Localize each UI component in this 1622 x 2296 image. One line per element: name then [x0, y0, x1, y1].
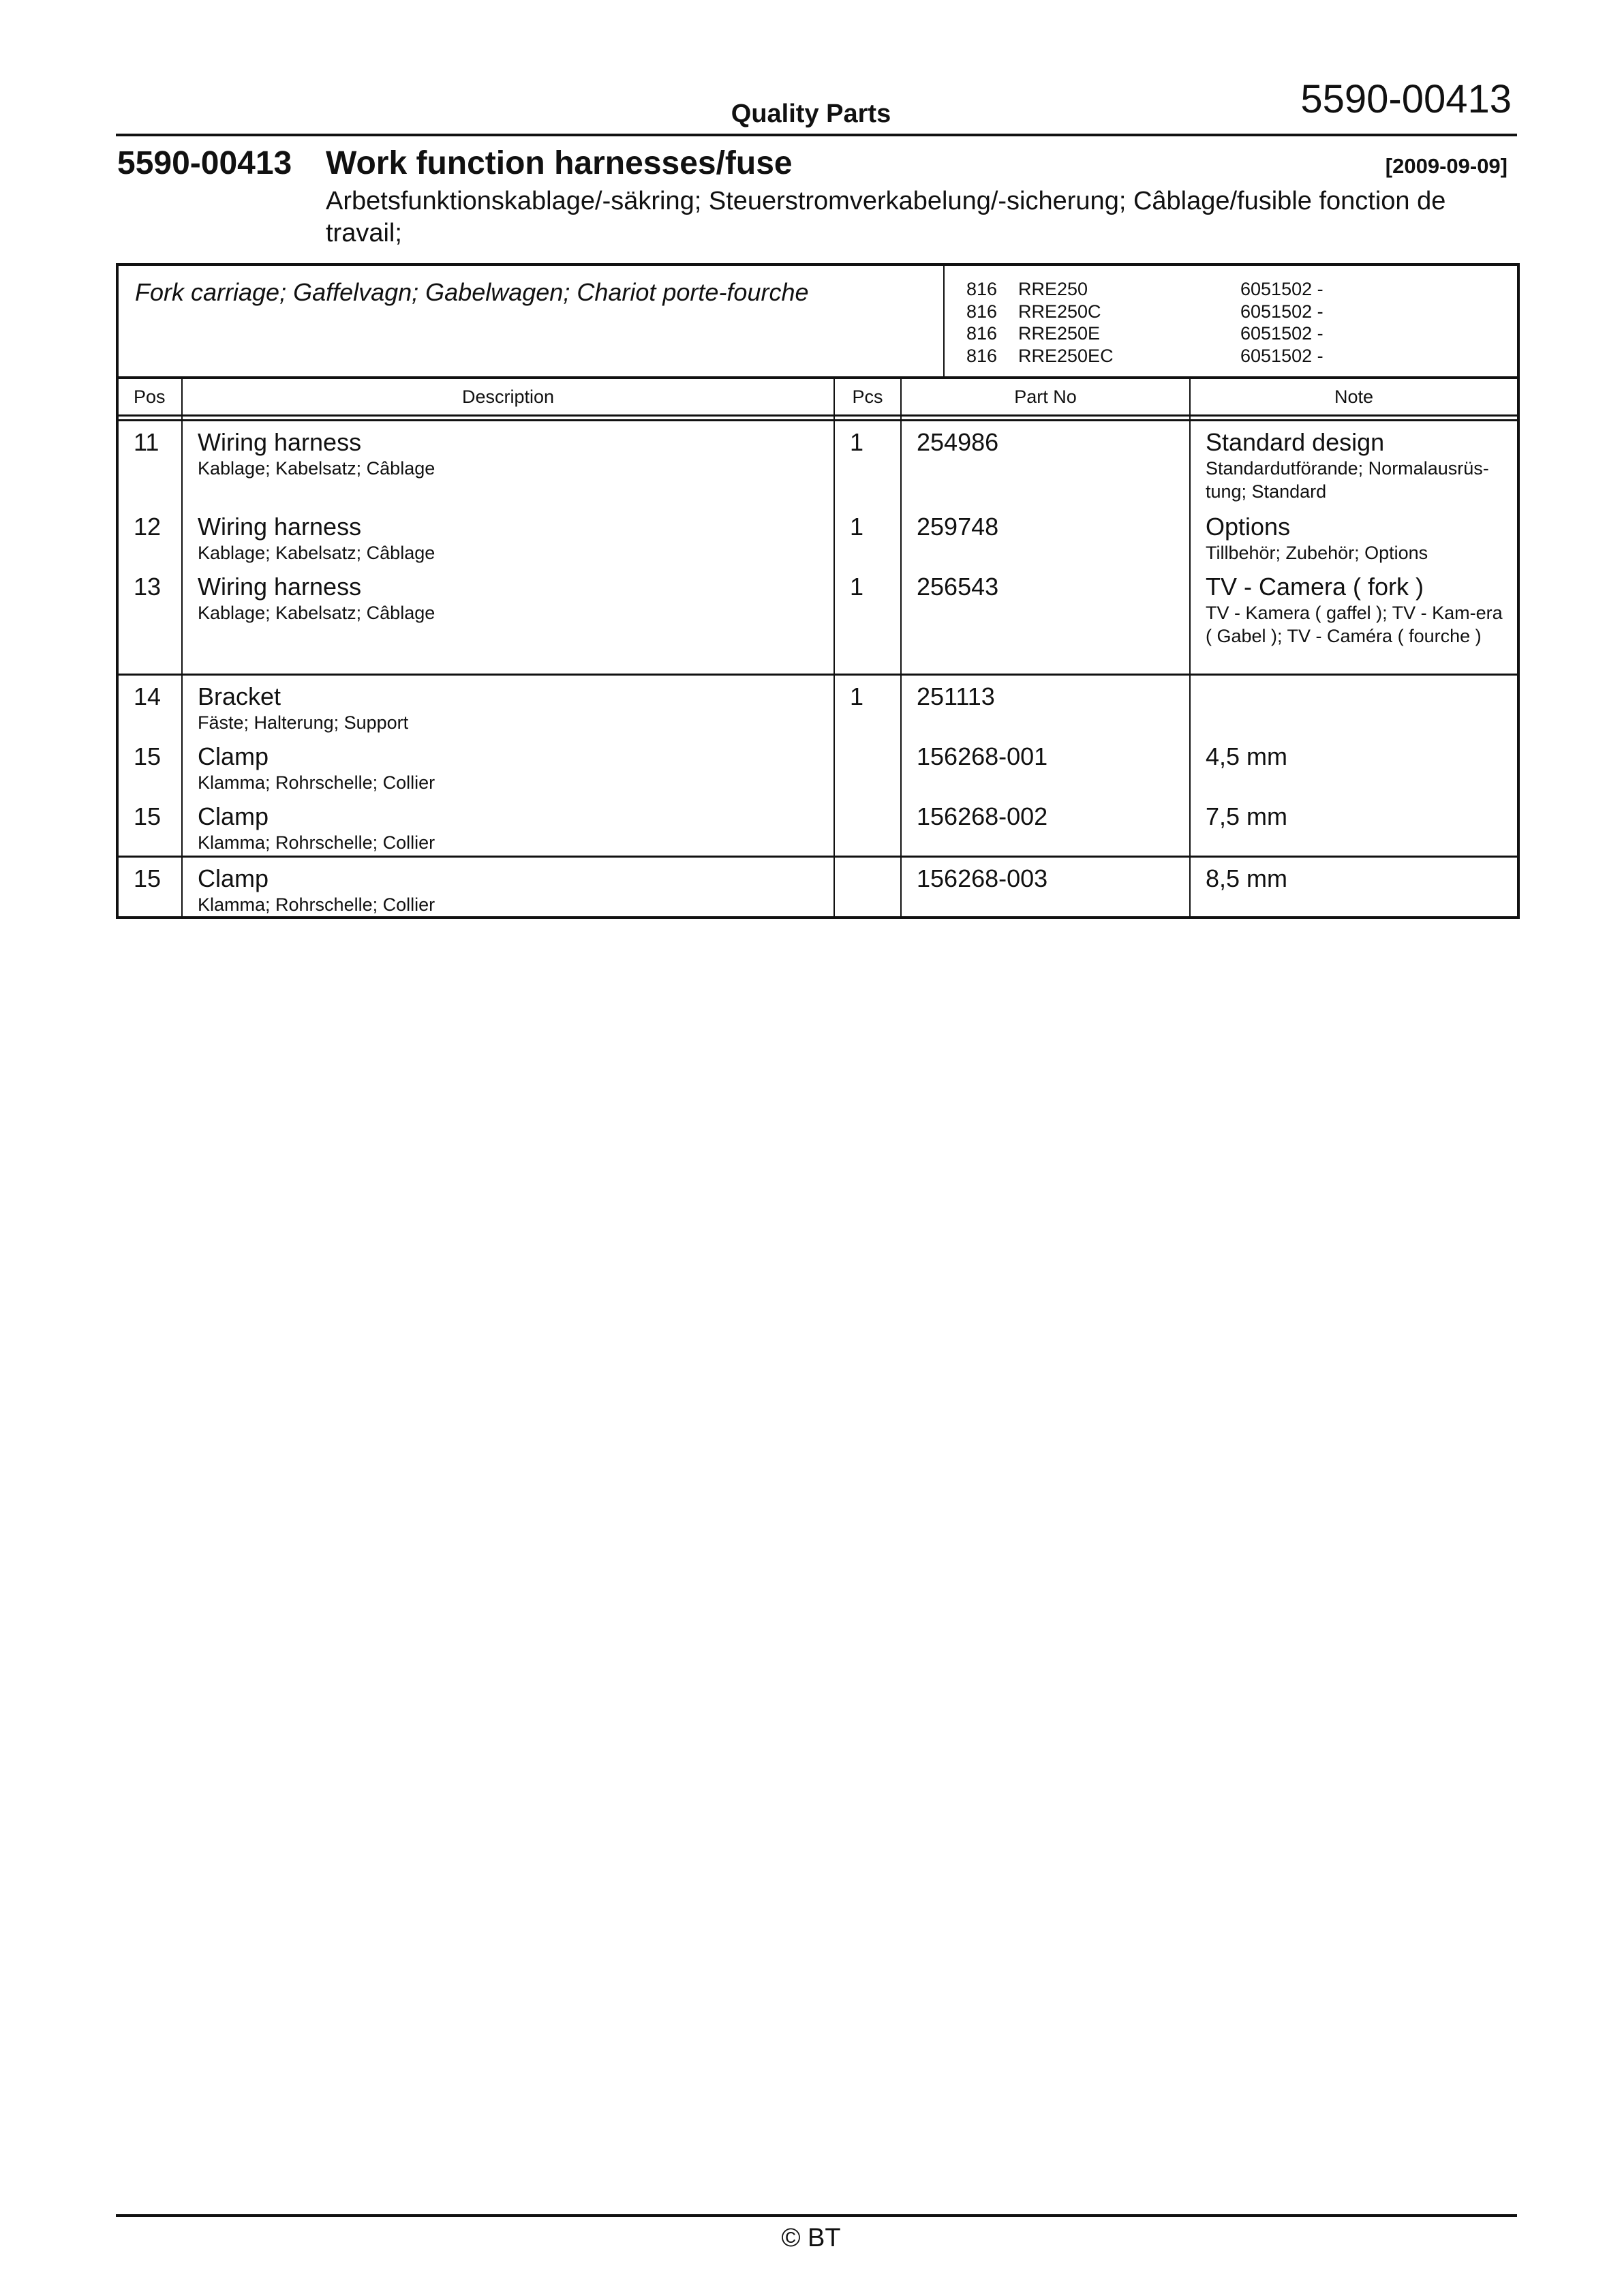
part-no-value: 156268-002: [917, 802, 1048, 830]
model-name: RRE250E: [1018, 323, 1101, 344]
header-double-rule: [119, 414, 1517, 421]
model-name: RRE250: [1018, 279, 1088, 299]
footer-copyright: © BT: [781, 2224, 841, 2252]
table-header-row: [119, 379, 1517, 414]
section-subtitle: Arbetsfunktionskablage/-säkring; Steuerstromverkabelung/-sicherung; Câblage/fusible fonction de travail;: [326, 187, 1446, 247]
header-divider: [116, 134, 1517, 136]
table-row: [198, 742, 833, 802]
header-title: Quality Parts: [731, 100, 891, 128]
model-code: 816: [966, 279, 998, 299]
description-translations: Kablage; Kabelsatz; Câblage: [198, 603, 435, 623]
description-column: [183, 858, 835, 916]
description-main: Clamp: [198, 742, 269, 770]
description-translations: Fäste; Halterung; Support: [198, 712, 409, 733]
pos-value: 15: [134, 864, 162, 892]
note-main: Options: [1206, 513, 1291, 541]
pos-value: 15: [134, 802, 162, 830]
model-row: [966, 322, 1323, 345]
pos-value: 15: [134, 742, 162, 770]
description-translations: Klamma; Rohrschelle; Collier: [198, 894, 435, 915]
model-serial: 6051502 -: [1240, 345, 1323, 366]
note-main: 4,5 mm: [1206, 742, 1288, 770]
table-row: [198, 864, 833, 916]
pcs-value: 1: [850, 573, 864, 601]
table-group: [119, 856, 1517, 916]
description-main: Clamp: [198, 802, 269, 830]
part-no-value: 254986: [917, 428, 999, 456]
note-main: 8,5 mm: [1206, 864, 1288, 892]
header-pcs: Pcs: [835, 379, 902, 414]
model-serial: 6051502 -: [1240, 323, 1323, 344]
table-group: [119, 421, 1517, 674]
description-main: Wiring harness: [198, 428, 362, 456]
header-part-no: Part No: [902, 379, 1191, 414]
pos-column: [119, 858, 183, 916]
part-no-column: [902, 421, 1191, 674]
model-code: 816: [966, 323, 998, 344]
part-no-value: 251113: [917, 682, 995, 710]
footer-divider: [116, 2214, 1517, 2217]
description-main: Wiring harness: [198, 513, 362, 541]
applicability-divider: [943, 266, 945, 376]
part-no-value: 156268-003: [917, 864, 1048, 892]
model-row: [966, 301, 1323, 323]
table-row: [198, 682, 833, 742]
pos-column: [119, 676, 183, 856]
note-cell: [1206, 428, 1503, 513]
part-no-column: [902, 858, 1191, 916]
note-cell: [1206, 573, 1503, 648]
note-main: 7,5 mm: [1206, 802, 1288, 830]
model-serial: 6051502 -: [1240, 279, 1323, 299]
description-main: Bracket: [198, 682, 281, 710]
table-group: [119, 674, 1517, 856]
table-row: [198, 513, 833, 573]
model-serial: 6051502 -: [1240, 301, 1323, 322]
table-row: [198, 573, 833, 624]
description-translations: Kablage; Kabelsatz; Câblage: [198, 543, 435, 563]
pcs-column: [835, 858, 902, 916]
note-translations: TV - Kamera ( gaffel ); TV - Kam-era ( Gabel ); TV - Caméra ( fourche ): [1206, 603, 1503, 646]
applicability-box: [119, 266, 1517, 379]
section-code: 5590-00413: [117, 145, 292, 181]
note-cell: [1206, 513, 1503, 573]
model-name: RRE250EC: [1018, 345, 1114, 366]
model-name: RRE250C: [1018, 301, 1101, 322]
applicability-title: Fork carriage; Gaffelvagn; Gabelwagen; Chariot porte-fourche: [135, 278, 809, 306]
section-date: [2009-09-09]: [1385, 154, 1508, 178]
description-translations: Klamma; Rohrschelle; Collier: [198, 772, 435, 793]
description-column: [183, 421, 835, 674]
pos-value: 12: [134, 513, 162, 541]
description-translations: Kablage; Kabelsatz; Câblage: [198, 458, 435, 479]
description-main: Clamp: [198, 864, 269, 892]
pos-value: 14: [134, 682, 162, 710]
description-main: Wiring harness: [198, 573, 362, 601]
pos-column: [119, 421, 183, 674]
part-no-column: [902, 676, 1191, 856]
note-main: TV - Camera ( fork ): [1206, 573, 1424, 601]
model-code: 816: [966, 345, 998, 366]
pcs-value: [850, 742, 900, 802]
pcs-column: [835, 421, 902, 674]
part-no-value: 256543: [917, 573, 999, 601]
pcs-value: 1: [850, 428, 864, 456]
model-row: [966, 345, 1323, 367]
page-number: 5590-00413: [1300, 77, 1512, 121]
section-title: Work function harnesses/fuse: [326, 145, 793, 181]
pcs-value: 1: [850, 513, 864, 541]
note-main: [1206, 682, 1503, 742]
note-translations: Tillbehör; Zubehör; Options: [1206, 543, 1428, 563]
note-column: [1191, 858, 1517, 916]
table-row: [198, 802, 833, 854]
pos-value: 13: [134, 573, 162, 601]
description-column: [183, 676, 835, 856]
model-code: 816: [966, 301, 998, 322]
model-list: [966, 278, 1323, 367]
header-description: Description: [183, 379, 835, 414]
model-row: [966, 278, 1323, 301]
pcs-value: 1: [850, 682, 864, 710]
note-main: Standard design: [1206, 428, 1385, 456]
note-column: [1191, 421, 1517, 674]
description-translations: Klamma; Rohrschelle; Collier: [198, 832, 435, 853]
pcs-column: [835, 676, 902, 856]
pos-value: 11: [134, 428, 159, 456]
part-no-value: 259748: [917, 513, 999, 541]
parts-table: [116, 263, 1520, 919]
part-no-value: 156268-001: [917, 742, 1048, 770]
table-row: [198, 428, 833, 513]
header-pos: Pos: [119, 379, 183, 414]
note-translations: Standardutförande; Normalausrüs-tung; Standard: [1206, 458, 1489, 502]
note-column: [1191, 676, 1517, 856]
header-note: Note: [1334, 386, 1374, 407]
